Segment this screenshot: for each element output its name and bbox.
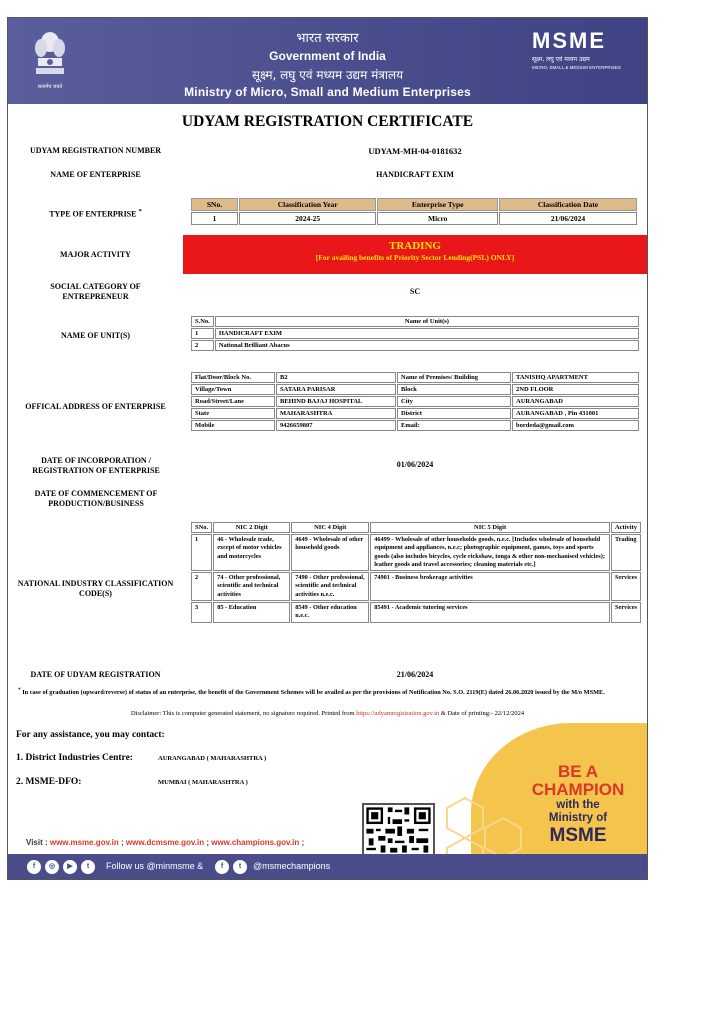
col-header: NIC 5 Digit xyxy=(370,522,610,533)
table-row: 1 46 - Wholesale trade, except of motor vehicles and motorcycles 4649 - Wholesale of other household goods 46499 - Wholesale of other households goods, n.e.c. [Includes wholesale of household equipment and appliances, n.e.c; photographic equipment, games, toys and sports goods (also includes bicycles, cycle rickshaw, tonga & other non-mechanised vehicles); leather goods and travel accessories; cleaning materials etc.] Trading xyxy=(191,534,641,571)
footer-handle: @msmechampions xyxy=(253,861,331,871)
dfo-value: MUMBAI ( MAHARASHTRA ) xyxy=(158,779,248,786)
dic-label: 1. District Industries Centre: xyxy=(16,753,133,763)
facebook-icon[interactable]: f xyxy=(27,860,41,874)
table-row: Mobile 9426659807 Email: bordeda@gmail.com xyxy=(191,420,639,431)
major-activity-label: MAJOR ACTIVITY xyxy=(60,250,131,259)
major-activity-banner xyxy=(183,235,647,274)
table-row: Road/Street/Lane BEHIND BAJAJ HOSPITAL City AURANGABAD xyxy=(191,396,639,407)
classification-table xyxy=(190,197,638,226)
twitter-icon[interactable]: t xyxy=(81,860,95,874)
dcmsme-link[interactable]: www.dcmsme.gov.in xyxy=(125,838,205,847)
table-row: 1 HANDICRAFT EXIM xyxy=(191,328,639,339)
hindi-government-title: भारत सरकार xyxy=(296,31,359,46)
social-category-value: SC xyxy=(409,287,421,296)
reg-number-label: UDYAM REGISTRATION NUMBER xyxy=(29,146,162,155)
col-header: SNo. xyxy=(191,522,212,533)
incorporation-value: 01/06/2024 xyxy=(396,460,434,469)
msme-logo-english: MICRO, SMALL & MEDIUM ENTERPRISES xyxy=(532,65,621,70)
nic-table xyxy=(190,521,642,624)
table-row: State MAHARASHTRA District AURANGABAD , Pin 431001 xyxy=(191,408,639,419)
assistance-title: For any assistance, you may contact: xyxy=(16,730,165,740)
social-category-label: SOCIAL CATEGORY OF ENTREPRENEUR xyxy=(50,282,141,301)
certificate-page xyxy=(7,17,648,880)
table-row: 2 74 - Other professional, scientific and technical activities 7490 - Other professional, scientific and technical activities n.e.c. 74901 - Business brokerage activities Services xyxy=(191,572,641,601)
col-header: Enterprise Type xyxy=(377,198,498,211)
udyam-date-value: 21/06/2024 xyxy=(396,670,434,679)
header-banner xyxy=(8,18,647,104)
disclaimer: Disclaimer: This is computer generated statement, no signature required. Printed from https://udyamregistration.gov.in & Date of printing:- 22/12/2024 xyxy=(130,710,525,717)
footer-bar xyxy=(8,854,647,880)
table-row: 3 85 - Education 8549 - Other education n.e.c. 85491 - Academic tutoring services Services xyxy=(191,602,641,623)
msme-logo-hindi: सूक्ष्म, लघु एवं मध्यम उद्यम xyxy=(532,56,590,63)
youtube-icon[interactable]: ▶ xyxy=(63,860,77,874)
enterprise-type-label: TYPE OF ENTERPRISE * xyxy=(49,208,142,219)
msme-logo: MSME xyxy=(532,28,606,53)
units-table xyxy=(190,315,640,352)
incorporation-label: DATE OF INCORPORATION / REGISTRATION OF ENTERPRISE xyxy=(32,456,160,475)
col-header: Activity xyxy=(611,522,641,533)
nic-label: NATIONAL INDUSTRY CLASSIFICATION CODE(S) xyxy=(17,579,174,598)
col-header: Classification Date xyxy=(499,198,637,211)
footnote-star: * xyxy=(138,208,142,215)
commencement-label: DATE OF COMMENCEMENT OF PRODUCTION/BUSINESS xyxy=(34,489,158,508)
enterprise-name-label: NAME OF ENTERPRISE xyxy=(50,170,141,179)
footnote-star: * xyxy=(18,687,21,693)
address-label: OFFICAL ADDRESS OF ENTERPRISE xyxy=(25,402,166,411)
hindi-ministry-title: सूक्ष्म, लघु एवं मध्यम उद्यम मंत्रालय xyxy=(251,68,404,82)
table-row: 2 National Brilliant Abacus xyxy=(191,340,639,351)
col-header: S.No. xyxy=(191,316,214,327)
units-label: NAME OF UNIT(S) xyxy=(60,331,131,340)
instagram-icon[interactable]: ◎ xyxy=(45,860,59,874)
col-header: SNo. xyxy=(191,198,238,211)
facebook-icon[interactable]: f xyxy=(215,860,229,874)
graduation-note: * In case of graduation (upward/reverse) of status of an enterprise, the benefit of the Government Schemes will be availed as per the provisions of Notification No. S.O. 2119(E) dated 26.06.2020 issued by the M/o MSME. xyxy=(18,687,605,697)
reg-number-value: UDYAM-MH-04-0181632 xyxy=(368,146,462,156)
certificate-title: UDYAM REGISTRATION CERTIFICATE xyxy=(181,113,474,130)
twitter-icon[interactable]: t xyxy=(233,860,247,874)
col-header: NIC 2 Digit xyxy=(213,522,290,533)
col-header: Name of Unit(s) xyxy=(215,316,639,327)
enterprise-name-value: HANDICRAFT EXIM xyxy=(376,170,454,179)
udyam-date-label: DATE OF UDYAM REGISTRATION xyxy=(30,670,161,679)
champions-link[interactable]: www.champions.gov.in xyxy=(211,838,300,847)
address-table xyxy=(190,371,640,432)
col-header: Classification Year xyxy=(239,198,376,211)
table-row: 1 2024-25 Micro 21/06/2024 xyxy=(191,212,637,225)
visit-links: Visit : www.msme.gov.in ; www.dcmsme.gov.in ; www.champions.gov.in ; xyxy=(26,838,305,847)
government-title: Government of India xyxy=(269,49,386,63)
dfo-label: 2. MSME-DFO: xyxy=(16,777,82,787)
champion-text: BE A CHAMPION with the Ministry of MSME xyxy=(531,762,625,846)
dic-value: AURANGABAD ( MAHARASHTRA ) xyxy=(158,755,267,762)
major-activity-value: TRADING xyxy=(389,240,441,252)
table-row: Village/Town SATARA PARISAR Block 2ND FLOOR xyxy=(191,384,639,395)
col-header: NIC 4 Digit xyxy=(291,522,369,533)
emblem-caption: सत्यमेव जयते xyxy=(37,84,63,90)
msme-link[interactable]: www.msme.gov.in xyxy=(49,838,119,847)
ministry-title: Ministry of Micro, Small and Medium Enterprises xyxy=(184,85,471,99)
major-activity-note: [For availing benefits of Priority Sector Lending(PSL) ONLY] xyxy=(315,253,515,262)
email-value: bordeda@gmail.com xyxy=(512,420,639,431)
udyam-portal-link[interactable]: https://udyamregistration.gov.in xyxy=(356,710,440,717)
table-row: Flat/Door/Block No. B2 Name of Premises/ Building TANISHQ APARTMENT xyxy=(191,372,639,383)
footer-follow-text: Follow us @minmsme & xyxy=(106,861,204,871)
